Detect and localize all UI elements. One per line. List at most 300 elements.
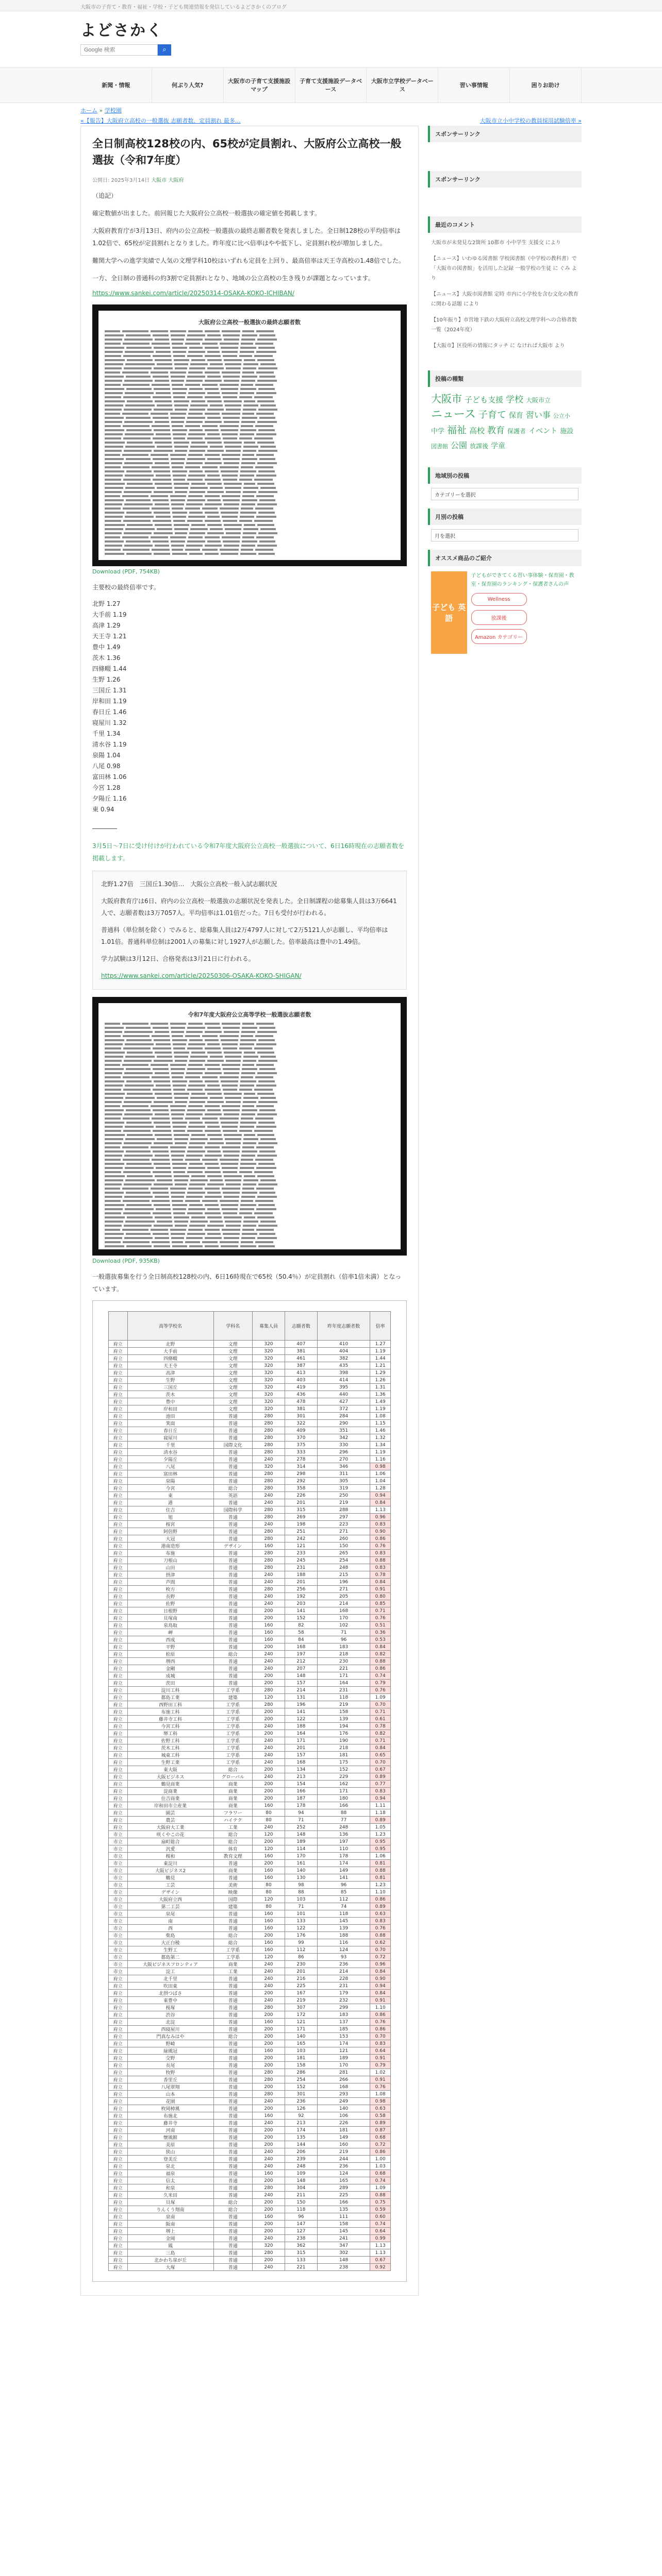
- table-cell: 都島第二: [127, 1954, 213, 1961]
- table-cell: 普通: [213, 2011, 252, 2019]
- table-cell: 307: [285, 2004, 317, 2011]
- source-link[interactable]: https://www.sankei.com/article/20250314-OSAKA-KOKO-ICHIBAN/: [92, 290, 294, 297]
- pdf-cell: [205, 1204, 219, 1206]
- tag-link[interactable]: 放課後: [470, 443, 489, 450]
- table-cell: 240: [252, 1975, 285, 1982]
- table-cell: 普通: [213, 2105, 252, 2112]
- table-cell: 160: [252, 1636, 285, 1643]
- table-cell: 320: [252, 1391, 285, 1398]
- breadcrumb-current[interactable]: 学校園: [104, 107, 122, 114]
- table-cell: 280: [252, 1449, 285, 1456]
- table-cell: 181: [317, 1752, 370, 1759]
- article-tag[interactable]: 大阪府: [168, 178, 184, 183]
- pdf-cell: [153, 540, 169, 543]
- table-cell: 府立: [109, 2069, 128, 2076]
- pdf-cell: [240, 1039, 256, 1041]
- table-row: [109, 2026, 391, 2033]
- pdf-cell: [243, 404, 258, 406]
- site-logo[interactable]: よどさかく: [80, 22, 163, 40]
- product-button[interactable]: 放課後: [471, 610, 527, 625]
- table-cell: 190: [317, 1737, 370, 1744]
- pdf-cell: [124, 532, 152, 534]
- pdf-cell: [256, 1126, 276, 1128]
- nav-item[interactable]: 子育て支援施設データベース: [295, 67, 367, 103]
- pdf-cell: [191, 442, 205, 444]
- pdf-cell: [105, 1142, 122, 1144]
- pdf-cell: [188, 1084, 205, 1087]
- pdf-cell: [123, 466, 150, 468]
- pdf-cell: [226, 1225, 241, 1227]
- pdf-cell: [223, 396, 237, 398]
- pdf-cell: [125, 363, 155, 365]
- download-link[interactable]: Download (PDF, 935KB): [92, 1258, 160, 1264]
- tag-link[interactable]: ニュース: [431, 408, 476, 421]
- table-cell: 213: [285, 2120, 317, 2127]
- pdf-cell: [153, 1109, 169, 1111]
- pdf-cell: [105, 454, 120, 456]
- pdf-cell: [126, 1233, 151, 1235]
- table-cell: 176: [285, 1932, 317, 1939]
- table-cell: 180: [317, 1795, 370, 1802]
- product-button[interactable]: Wellness: [471, 593, 527, 606]
- table-cell: 府立: [109, 1571, 128, 1579]
- pdf-cell: [202, 1117, 218, 1120]
- table-cell: 普通: [213, 2228, 252, 2235]
- pdf-cell: [259, 458, 275, 460]
- table-row: [109, 2235, 391, 2242]
- pdf-cell: [210, 1097, 223, 1099]
- table-cell: 71: [317, 1629, 370, 1636]
- pdf-row: [105, 429, 394, 432]
- search-input[interactable]: [80, 44, 158, 56]
- source-link[interactable]: https://www.sankei.com/article/20250306-OSAKA-KOKO-SHIGAN/: [101, 972, 302, 979]
- tag-link[interactable]: 習い事: [525, 410, 551, 420]
- table-cell: 200: [252, 1766, 285, 1773]
- pdf-cell: [210, 404, 223, 406]
- pdf-cell: [221, 553, 238, 555]
- pdf-cell: [105, 396, 121, 398]
- pdf-cell: [126, 1027, 151, 1029]
- table-cell: 府立: [109, 1708, 128, 1716]
- next-post-link[interactable]: 大阪市立小中学校の教員採用試験倍率 »: [479, 117, 582, 124]
- pdf-cell: [243, 1138, 258, 1140]
- pdf-cell: [186, 421, 203, 423]
- table-cell: 200: [252, 1838, 285, 1845]
- table-cell: 桜和: [127, 1853, 213, 1860]
- table-cell: 0.64: [370, 2228, 391, 2235]
- table-cell: 汎愛: [127, 1845, 213, 1853]
- table-row: [109, 2134, 391, 2141]
- table-cell: 160: [252, 2213, 285, 2221]
- pdf-cell: [152, 507, 170, 510]
- table-cell: 271: [317, 1528, 370, 1535]
- pdf-cell: [255, 1241, 273, 1243]
- pdf-cell: [242, 1068, 257, 1070]
- product-image[interactable]: 子ども 英語: [431, 571, 467, 654]
- table-cell: 久米田: [127, 2192, 213, 2199]
- pdf-cell: [191, 1175, 205, 1177]
- pdf-cell: [205, 1064, 220, 1066]
- product-ad[interactable]: [428, 566, 582, 659]
- table-row: [109, 2127, 391, 2134]
- table-cell: 219: [317, 2148, 370, 2156]
- table-cell: 緑風冠: [127, 2047, 213, 2055]
- pdf-cell: [123, 1047, 151, 1049]
- table-cell: 77: [317, 1817, 370, 1824]
- pdf-cell: [171, 540, 185, 543]
- rank-item: 高津 1.29: [92, 622, 121, 629]
- table-cell: 0.78: [370, 1723, 391, 1730]
- breadcrumb: [0, 103, 662, 126]
- archive-select[interactable]: 月を選択: [431, 529, 578, 541]
- nav-item[interactable]: 困りお助け: [510, 67, 582, 103]
- tag-link[interactable]: 子育て: [478, 410, 506, 420]
- article-paragraph: 確定数値が出ました。前回報じた大阪府公立高校一般選抜の確定値を掲載します。: [92, 210, 321, 217]
- tag-link[interactable]: 子ども支援: [465, 395, 504, 404]
- table-cell: 311: [317, 1470, 370, 1478]
- table-cell: 0.95: [370, 1838, 391, 1845]
- rank-item: 三国丘 1.31: [92, 687, 127, 694]
- pdf-cell: [207, 1093, 222, 1095]
- table-cell: 160: [252, 1874, 285, 1882]
- table-cell: 0.63: [370, 1910, 391, 1918]
- pdf-cell: [241, 1113, 255, 1115]
- pdf-preview[interactable]: [92, 304, 407, 566]
- tag-link[interactable]: 保護者: [507, 428, 526, 435]
- pdf-cell: [260, 446, 276, 448]
- pdf-row: [105, 1064, 394, 1067]
- recent-comment[interactable]: 【大阪市】区役所の情報にタッチ に なければ大阪市 より: [431, 343, 565, 349]
- table-cell: 319: [317, 1485, 370, 1492]
- pdf-row: [105, 524, 394, 527]
- pdf-cell: [156, 392, 171, 394]
- table-cell: 0.76: [370, 1925, 391, 1932]
- tag-link[interactable]: 教育: [487, 426, 505, 436]
- pdf-cell: [188, 330, 203, 332]
- tag-link[interactable]: 図書館: [431, 443, 448, 450]
- product-text[interactable]: 子どもができてくる習い事体験・保育園・教室・保育園のランキング・保護者さんの声: [471, 573, 574, 587]
- pdf-cell: [202, 1241, 218, 1243]
- pdf-row: [105, 413, 394, 416]
- pdf-cell: [155, 359, 172, 361]
- category-select[interactable]: カテゴリーを選択: [431, 488, 578, 500]
- table-header-cell: 学科名: [213, 1312, 252, 1341]
- pdf-cell: [154, 1142, 173, 1144]
- pdf-cell: [222, 536, 240, 538]
- table-row: [109, 1434, 391, 1442]
- table-cell: 1.18: [370, 1809, 391, 1817]
- table-cell: 187: [285, 1795, 317, 1802]
- update-note[interactable]: 3月5日〜7日に受け付けが行われている令和7年度大阪府公立高校一般選抜について、6日16時現在の志願者数を掲載します。: [92, 842, 404, 862]
- table-cell: 281: [317, 2069, 370, 2076]
- recent-comment[interactable]: 【ニュース】いわゆる図書館 学校図書館（中学校の教科書）で「大阪市の図書館」を活用した記録 一般学校の生徒 に ぐみ より: [431, 256, 577, 281]
- table-cell: 金岡: [127, 2235, 213, 2242]
- table-row: [109, 1766, 391, 1773]
- pdf-cell: [260, 1179, 276, 1181]
- pdf-cell: [226, 450, 241, 452]
- pdf-cell: [123, 437, 151, 439]
- table-cell: 158: [317, 2221, 370, 2228]
- table-body: [109, 1341, 391, 2271]
- pdf-cell: [222, 330, 240, 332]
- pdf-cell: [170, 1229, 186, 1231]
- recent-comment[interactable]: 【10年振り】市営地下鉄の大阪府立高校文理学科への合格者数一覧（2024年度）: [431, 317, 577, 333]
- table-cell: 148: [285, 2177, 317, 2184]
- table-cell: 240: [252, 1456, 285, 1463]
- tag-link[interactable]: 学校: [506, 395, 524, 405]
- tag-link[interactable]: 公園: [451, 440, 468, 450]
- pdf-cell: [125, 1084, 154, 1087]
- pdf-cell: [221, 429, 238, 431]
- pdf-cell: [153, 1212, 171, 1214]
- pdf-cell: [105, 1130, 121, 1132]
- pdf-cell: [186, 545, 203, 547]
- pdf-cell: [191, 1052, 205, 1054]
- pdf-cell: [189, 553, 203, 555]
- table-cell: 成城: [127, 1672, 213, 1680]
- download-link[interactable]: Download (PDF, 754KB): [92, 568, 160, 575]
- pdf-page: [98, 311, 401, 560]
- pdf-cell: [125, 474, 154, 477]
- pdf-cell: [174, 524, 189, 526]
- table-cell: 国際科学: [213, 1506, 252, 1514]
- tag-link[interactable]: 大阪市立: [526, 397, 551, 404]
- pdf-cell: [258, 409, 277, 411]
- table-cell: 茨木工科: [127, 1744, 213, 1752]
- pdf-cell: [223, 520, 237, 522]
- pdf-cell: [105, 1167, 123, 1169]
- table-cell: 0.89: [370, 1903, 391, 1910]
- pdf-cell: [172, 347, 187, 349]
- table-row: [109, 1961, 391, 1968]
- table-cell: 都島工業: [127, 1694, 213, 1701]
- table-cell: 普通: [213, 1665, 252, 1672]
- table-cell: 泉陽: [127, 1478, 213, 1485]
- pdf-cell: [105, 1196, 122, 1198]
- table-cell: 436: [285, 1391, 317, 1398]
- nav-item[interactable]: 大阪市立学校データベース: [367, 67, 438, 103]
- table-cell: 府立: [109, 2242, 128, 2249]
- table-cell: 泉北: [127, 2163, 213, 2170]
- table-cell: 372: [317, 1405, 370, 1413]
- pdf-cell: [207, 334, 221, 336]
- table-cell: 普通: [213, 2148, 252, 2156]
- table-cell: 三島: [127, 2249, 213, 2257]
- tag-link[interactable]: 高校: [469, 426, 485, 435]
- table-cell: 0.71: [370, 1737, 391, 1744]
- pdf-cell: [153, 355, 171, 357]
- pdf-cell: [125, 1097, 155, 1099]
- pdf-cell: [172, 470, 187, 472]
- pdf-cell: [239, 1171, 252, 1173]
- table-cell: 0.98: [370, 1463, 391, 1470]
- pdf-cell: [205, 1039, 219, 1041]
- prev-post-link[interactable]: «【報告】大阪府立高校の一般選抜 志願者数、定員割れ 最多…: [80, 117, 241, 124]
- tag-link[interactable]: 保育: [508, 412, 523, 420]
- pdf-cell: [127, 524, 153, 526]
- table-cell: 高津: [127, 1369, 213, 1377]
- table-cell: 商業: [213, 1795, 252, 1802]
- table-cell: 普通: [213, 1593, 252, 1600]
- pdf-cell: [224, 338, 239, 341]
- table-cell: 1.13: [370, 2242, 391, 2249]
- pdf-cell: [126, 553, 152, 555]
- pdf-cell: [220, 425, 239, 427]
- pdf-row: [105, 474, 394, 478]
- table-cell: 320: [252, 2242, 285, 2249]
- table-cell: 普通: [213, 1975, 252, 1982]
- pdf-row: [105, 1126, 394, 1129]
- nav-item[interactable]: 大阪市の子育て支援施設マップ: [224, 67, 295, 103]
- table-cell: 府立: [109, 2235, 128, 2242]
- pdf-cell: [189, 532, 205, 534]
- pdf-cell: [220, 1035, 239, 1037]
- pdf-cell: [171, 503, 184, 505]
- pdf-cell: [259, 1109, 275, 1111]
- table-cell: 普通: [213, 1918, 252, 1925]
- table-cell: 112: [317, 1896, 370, 1903]
- pdf-cell: [244, 1216, 255, 1218]
- pdf-cell: [255, 466, 273, 468]
- pdf-cell: [151, 1105, 168, 1107]
- table-cell: 223: [317, 1521, 370, 1528]
- pdf-cell: [174, 359, 189, 361]
- pdf-cell: [154, 429, 170, 431]
- pdf-cell: [189, 512, 203, 514]
- pdf-row: [105, 1093, 394, 1096]
- table-cell: 201: [285, 1744, 317, 1752]
- pdf-cell: [207, 499, 221, 501]
- tag-link[interactable]: 施設: [560, 428, 574, 435]
- table-cell: 92: [285, 2112, 317, 2120]
- nav-item[interactable]: 何ぶり人気?: [152, 67, 224, 103]
- table-cell: 140: [317, 2105, 370, 2112]
- table-cell: 普通: [213, 2134, 252, 2141]
- table-row: [109, 1362, 391, 1369]
- pdf-cell: [124, 503, 153, 505]
- tag-link[interactable]: 福祉: [447, 425, 467, 436]
- pdf-row: [105, 1229, 394, 1232]
- pdf-cell: [123, 1200, 150, 1202]
- pdf-cell: [207, 1109, 221, 1111]
- table-cell: 府立: [109, 1492, 128, 1499]
- pdf-cell: [105, 1060, 122, 1062]
- pdf-row: [105, 1117, 394, 1121]
- table-cell: 139: [317, 1925, 370, 1932]
- table-cell: 府立: [109, 1997, 128, 2004]
- pdf-cell: [207, 351, 220, 353]
- pdf-cell: [222, 1229, 240, 1231]
- tag-link[interactable]: 大阪市: [431, 393, 462, 405]
- tag-link[interactable]: イベント: [528, 427, 558, 435]
- pdf-cell: [173, 392, 186, 394]
- pdf-cell: [155, 1093, 172, 1095]
- search-icon[interactable]: ⌕: [158, 44, 171, 56]
- pdf-cell: [241, 466, 253, 468]
- pdf-cell: [172, 1159, 183, 1161]
- table-cell: 市立: [109, 1845, 128, 1853]
- table-row: [109, 2228, 391, 2235]
- table-row: [109, 1420, 391, 1427]
- table-cell: 普通: [213, 1579, 252, 1586]
- table-row: [109, 2019, 391, 2026]
- tag-link[interactable]: 学童: [491, 442, 506, 450]
- table-cell: 280: [252, 1586, 285, 1593]
- product-button[interactable]: Amazon カテゴリー: [471, 629, 527, 644]
- table-cell: 240: [252, 2156, 285, 2163]
- table-cell: 四條畷: [127, 1355, 213, 1362]
- pdf-cell: [222, 474, 238, 477]
- table-cell: 0.83: [370, 1521, 391, 1528]
- table-cell: 工学系: [213, 1716, 252, 1723]
- table-cell: 府立: [109, 1557, 128, 1564]
- pdf-cell: [241, 507, 253, 510]
- pdf-cell: [171, 1109, 185, 1111]
- pdf-cell: [105, 516, 123, 518]
- table-cell: 0.70: [370, 1701, 391, 1708]
- table-cell: 200: [252, 1643, 285, 1651]
- recent-comment[interactable]: 【ニュース】大阪市図書館 定時 市内に小学校を含む文化の教育 に関わる話題 により: [431, 292, 578, 307]
- pdf-cell: [105, 1101, 122, 1103]
- pdf-cell: [190, 487, 208, 489]
- table-cell: 200: [252, 1680, 285, 1687]
- pdf-cell: [202, 507, 218, 510]
- pdf-cell: [207, 442, 222, 444]
- pdf-cell: [170, 536, 186, 538]
- table-cell: 府立: [109, 2112, 128, 2120]
- tag-link[interactable]: 中学: [431, 428, 445, 435]
- pdf-cell: [191, 1134, 205, 1136]
- nav-item[interactable]: 習い事情報: [438, 67, 510, 103]
- table-cell: 工学系: [213, 1730, 252, 1737]
- pdf-cell: [126, 334, 151, 336]
- table-cell: 1.36: [370, 1391, 391, 1398]
- pdf-cell: [188, 351, 205, 353]
- table-row: [109, 1622, 391, 1629]
- article-category[interactable]: 大阪市: [151, 178, 167, 183]
- pdf-cell: [222, 1023, 240, 1025]
- pdf-cell: [222, 1188, 240, 1190]
- pdf-cell: [207, 1060, 224, 1062]
- pdf-cell: [222, 1105, 240, 1107]
- pdf-cell: [189, 429, 203, 431]
- table-cell: 346: [317, 1463, 370, 1470]
- pdf-cell: [174, 1138, 188, 1140]
- pdf-preview[interactable]: [92, 997, 407, 1256]
- pdf-cell: [123, 1212, 151, 1214]
- recent-comment[interactable]: 大阪市が未発見な2箇所 10都市 小中学生 支援交 により: [431, 240, 561, 246]
- pdf-cell: [187, 1212, 203, 1214]
- pdf-cell: [222, 516, 238, 518]
- pdf-cell: [171, 545, 184, 547]
- pdf-cell: [239, 396, 252, 398]
- tag-link[interactable]: 公立小: [553, 413, 570, 419]
- table-cell: 1.08: [370, 1413, 391, 1420]
- table-cell: 工学系: [213, 1723, 252, 1730]
- table-cell: 395: [317, 1384, 370, 1391]
- table-cell: 228: [317, 1975, 370, 1982]
- pdf-cell: [105, 1175, 125, 1177]
- table-row: [109, 2206, 391, 2213]
- archive-heading: 月別の投稿: [428, 509, 582, 525]
- nav-item[interactable]: 新聞・情報: [80, 67, 152, 103]
- pdf-page: [98, 1003, 401, 1249]
- breadcrumb-home[interactable]: ホーム: [80, 107, 97, 114]
- pdf-cell: [124, 1031, 153, 1033]
- pdf-row: [105, 1122, 394, 1125]
- pdf-cell: [241, 384, 253, 386]
- pdf-cell: [240, 1208, 254, 1210]
